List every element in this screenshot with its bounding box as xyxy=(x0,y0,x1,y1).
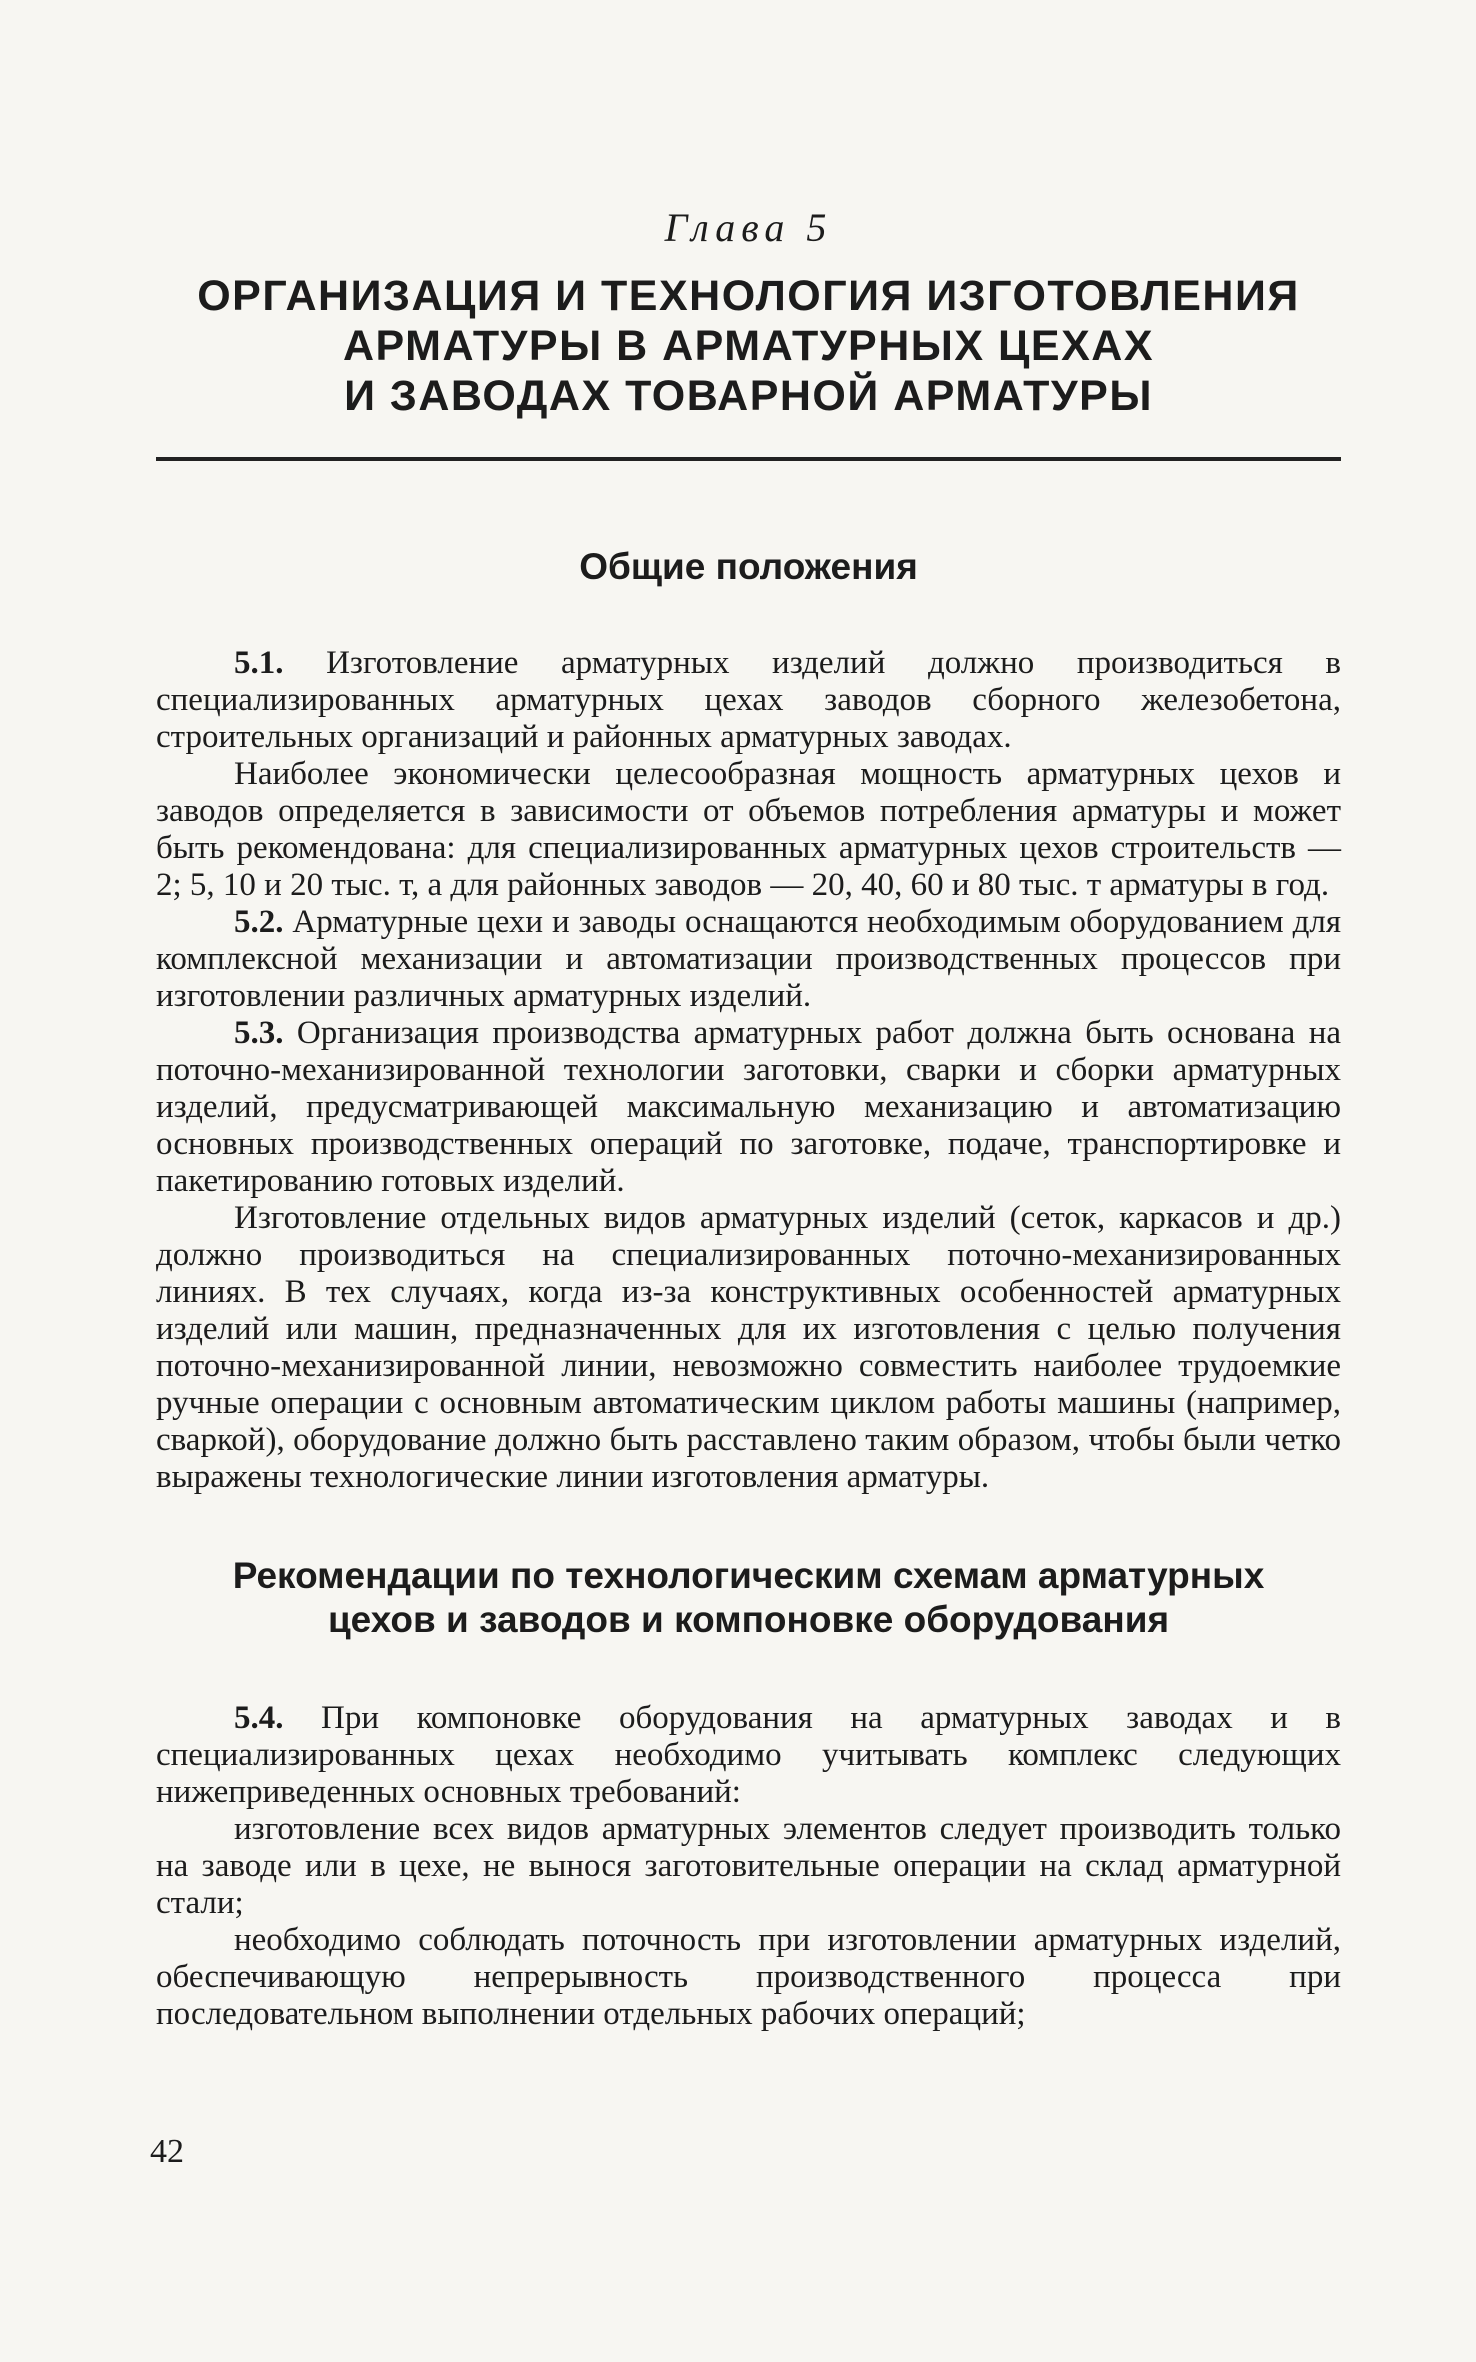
paragraph-lines xyxy=(156,1200,1341,1496)
paragraph-5-1 xyxy=(156,645,1341,756)
paragraph-text: изготовление всех видов арматурных элементов следует производить только на заводе или в цехе, не вынося заготовительные операции на склад арматурной стали; xyxy=(156,1811,1341,1921)
paragraph-text: Организация производства арматурных работ должна быть основана на поточно-механизированной технологии заготовки, сварки и сборки арматурных изделий, предусматривающей максимальную механизацию и автоматизацию основных производственных операций по заготовке, подаче, транспортировке и пакетированию готовых изделий. xyxy=(156,1015,1342,1199)
page-content xyxy=(156,205,1341,2033)
chapter-title xyxy=(156,271,1341,421)
chapter-title-line: И ЗАВОДАХ ТОВАРНОЙ АРМАТУРЫ xyxy=(344,372,1153,420)
paragraph-number: 5.2. xyxy=(234,904,284,940)
paragraph-number: 5.3. xyxy=(234,1015,284,1051)
paragraph-5-3 xyxy=(156,1015,1341,1200)
paragraph-capacity xyxy=(156,756,1341,904)
requirement-item xyxy=(156,1922,1341,2033)
page-number: 42 xyxy=(150,2133,184,2170)
chapter-label: Глава 5 xyxy=(664,205,833,250)
section-title-line: Рекомендации по технологическим схемам арматурных xyxy=(232,1555,1265,1596)
paragraph-text: Изготовление арматурных изделий должно производиться в специализированных арматурных цехах заводов сборного железобетона, строительных организаций и районных арматурных заводах. xyxy=(156,645,1341,755)
chapter-title-line: ОРГАНИЗАЦИЯ И ТЕХНОЛОГИЯ ИЗГОТОВЛЕНИЯ xyxy=(197,272,1300,320)
section-title-general: Общие положения xyxy=(579,546,918,587)
paragraph-text: необходимо соблюдать поточность при изготовлении арматурных изделий, обеспечивающую непрерывность производственного процесса при последовательном выполнении отдельных рабочих операций; xyxy=(156,1922,1341,2032)
paragraph-text: Наиболее экономически целесообразная мощность арматурных цехов и заводов определяется в зависимости от объемов потребления арматуры и может быть рекомендована: для специализированных арматурных цехов строительств — 2; 5, 10 и 20 тыс. т, а для районных заводов — 20, 40, 60 и 80 тыс. т арматуры в год. xyxy=(156,756,1341,903)
requirement-item xyxy=(156,1811,1341,1922)
paragraph-number: 5.1. xyxy=(234,645,284,681)
paragraph-text: Арматурные цехи и заводы оснащаются необходимым оборудованием для комплексной механизации и автоматизации производственных процессов при изготовлении различных арматурных изделий. xyxy=(156,904,1342,1014)
section-title-line: цехов и заводов и компоновке оборудования xyxy=(327,1599,1170,1640)
paragraph-5-4 xyxy=(156,1700,1341,1811)
chapter-divider xyxy=(156,457,1341,461)
paragraph-text: Изготовление отдельных видов арматурных изделий (сеток, каркасов и др.) должно производиться на специализированных поточно-механизированных линиях. В тех случаях, когда из-за конструктивных особенностей арматурных изделий или машин, предназначенных для их изготовления с целью получения поточно-механизированной линии, невозможно совместить наиболее трудоемкие ручные операции с основным автоматическим циклом работы машины (например, сваркой), оборудование должно быть расставлено таким образом, чтобы были четко выражены технологические линии изготовления арматуры. xyxy=(156,1200,1341,1495)
chapter-title-line: АРМАТУРЫ В АРМАТУРНЫХ ЦЕХАХ xyxy=(342,322,1154,370)
paragraph-text: При компоновке оборудования на арматурных заводах и в специализированных цехах необходимо учитывать комплекс следующих нижеприведенных основных требований: xyxy=(156,1700,1342,1810)
section-title-recommendations xyxy=(156,1554,1341,1642)
paragraph-5-2 xyxy=(156,904,1341,1015)
paragraph-number: 5.4. xyxy=(234,1700,284,1736)
